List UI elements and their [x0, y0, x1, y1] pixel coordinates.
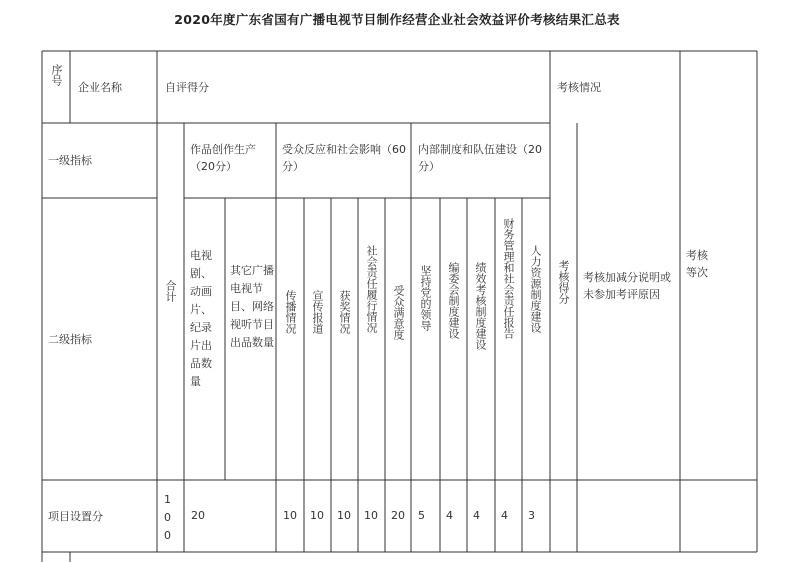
item-row-total: 100	[164, 493, 171, 542]
level2-item-9: 编委会制度建设	[447, 262, 460, 339]
item-row-value: 4	[446, 509, 453, 522]
item-row-value: 20	[391, 509, 405, 522]
item-row-value: 4	[501, 509, 508, 522]
level2-item-8: 坚持党的领导	[419, 265, 432, 331]
level2-item-10: 绩效考核制度建设	[474, 262, 487, 350]
item-row-value: 10	[283, 509, 297, 522]
item-row-value: 10	[337, 509, 351, 522]
level2-item-2: 其它广播电视节目、网络视听节目出品数量	[230, 264, 274, 349]
level2-label: 二级指标	[48, 333, 92, 346]
header-self-score: 自评得分	[165, 81, 209, 94]
item-row-value: 10	[310, 509, 324, 522]
item-row-value: 5	[418, 509, 425, 522]
level2-item-4: 宣传报道	[311, 290, 324, 334]
header-assessment: 考核情况	[557, 81, 601, 94]
level1-audience: 受众反应和社会影响（60分）	[282, 143, 406, 173]
level2-item-11: 财务管理和社会责任报告	[502, 218, 515, 339]
item-row-value: 4	[473, 509, 480, 522]
level2-assess-note: 考核加减分说明或未参加考评原因	[583, 271, 671, 301]
level2-item-6: 社会责任履行情况	[365, 245, 378, 333]
level2-item-3: 传播情况	[284, 290, 297, 334]
level1-internal: 内部制度和队伍建设（20分）	[418, 143, 542, 173]
item-row-value: 10	[364, 509, 378, 522]
level2-item-1: 电视剧、动画片、纪录片出品数量	[190, 249, 212, 388]
page-title: 2020年度广东省国有广播电视节目制作经营企业社会效益评价考核结果汇总表	[174, 12, 620, 27]
level2-assess-grade: 考核等次	[686, 249, 708, 279]
header-seq: 序号	[50, 64, 63, 86]
level1-creation: 作品创作生产（20分）	[190, 143, 256, 173]
level2-total: 合计	[164, 280, 177, 302]
item-row-label: 项目设置分	[48, 510, 103, 523]
level1-label: 一级指标	[48, 154, 92, 167]
item-row-value: 3	[528, 509, 535, 522]
level2-assess-score: 考核得分	[557, 260, 570, 304]
header-company: 企业名称	[78, 81, 122, 94]
level2-item-7: 受众满意度	[392, 285, 405, 340]
level2-item-5: 获奖情况	[338, 290, 351, 334]
level2-item-12: 人力资源制度建设	[529, 245, 542, 333]
item-row-value: 20	[191, 509, 205, 522]
